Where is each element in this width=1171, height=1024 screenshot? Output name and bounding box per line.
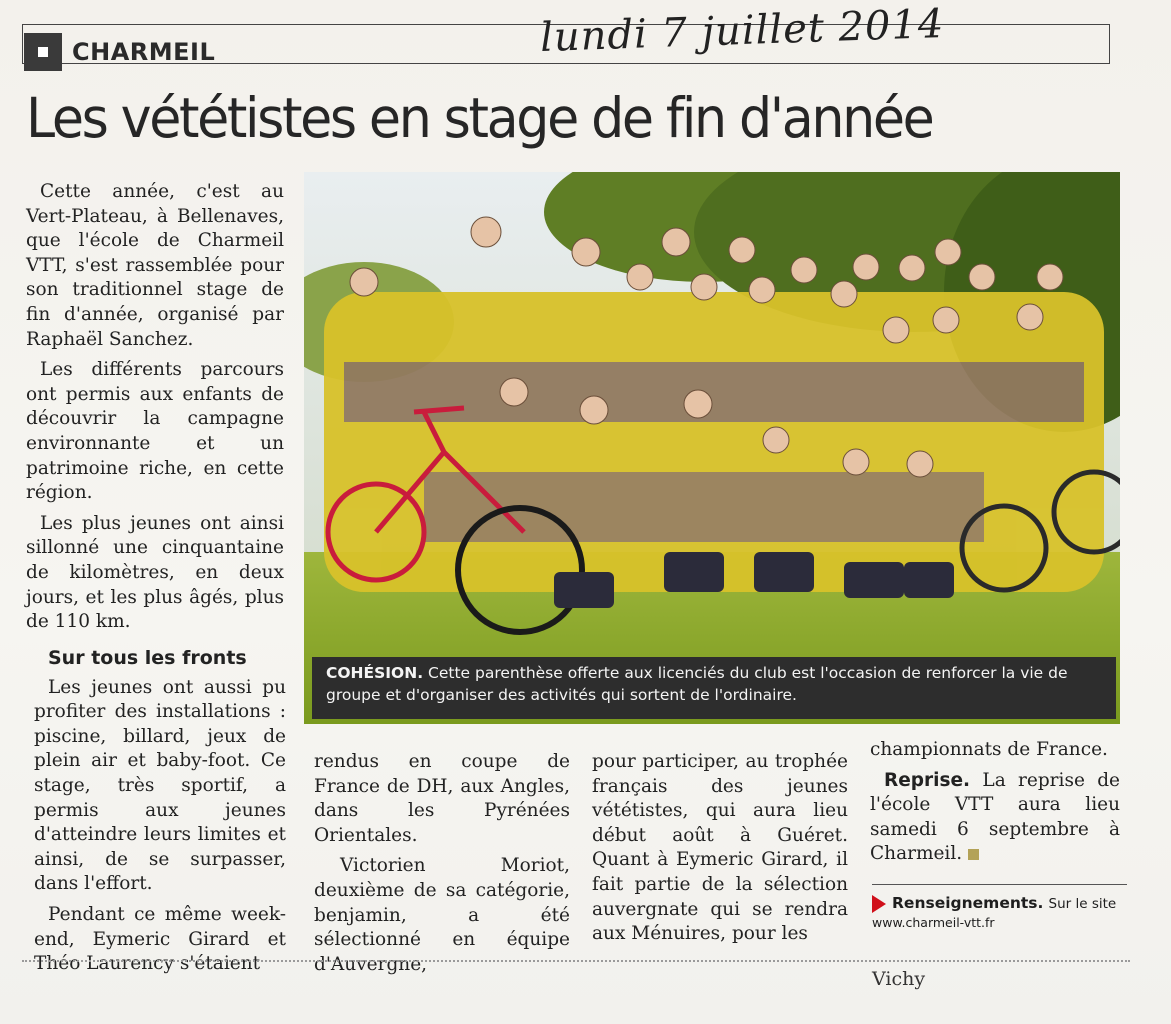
article-column-3 [314,750,570,977]
paragraph: La reprise de l'école VTT aura lieu samedi 6 septembre à Charmeil. [870,769,1120,865]
caption-text: Cette parenthèse offerte aux licenciés du club est l'occasion de renforcer la vie de groupe et d'organiser des activités qui sortent de l'ordinaire. [326,664,1068,704]
rubric-label: CHARMEIL [72,38,216,66]
info-site-text: Sur le site [1048,896,1117,912]
paragraph: Pendant ce même week-end, Eymeric Girard et Théo Laurency s'étaient [34,903,286,975]
arrow-right-icon [872,895,886,913]
photo-caption [312,657,1116,719]
caption-lead: COHÉSION. [326,664,424,682]
article-column-2 [34,647,286,977]
info-divider [872,884,1127,885]
info-url[interactable]: www.charmeil-vtt.fr [872,914,995,930]
paragraph: championnats de France. [870,739,1108,760]
paragraph: pour participer, au trophée français des jeunes vététistes, qui aura lieu début août à Guéret. Quant à Eymeric Girard, il fait partie de la sélection auvergnate qui se rendra aux Ménuires, pour les [592,751,848,945]
paragraph: Les plus jeunes ont ainsi sillonné une cinquantaine de kilomètres, en deux jours, et les plus âgés, plus de 110 km. [26,512,284,633]
paragraph-lead: Reprise. [884,769,971,791]
article-column-5 [870,738,1120,867]
paragraph: Cette année, c'est au Vert-Plateau, à Bellenaves, que l'école de Charmeil VTT, s'est rassemblée pour son traditionnel stage de fin d'année, organisé par Raphaël Sanchez. [26,181,284,350]
paragraph: rendus en coupe de France de DH, aux Angles, dans les Pyrénées Orientales. [314,751,570,846]
paragraph: Les jeunes ont aussi pu profiter des installations : piscine, billard, jeux de plein air et baby-foot. Ce stage, très sportif, a permis aux jeunes d'atteindre leurs limites et ainsi, de se surpasser, dans l'effort. [34,676,286,895]
info-box [872,893,1132,930]
end-mark-icon [968,849,979,860]
handwritten-date: lundi 7 juillet 2014 [539,0,946,62]
team-photo [304,172,1120,724]
headline: Les vététistes en stage de fin d'année [26,86,933,150]
paragraph: Les différents parcours ont permis aux enfants de découvrir la campagne environnante et un patrimoine riche, en cette région. [26,359,284,504]
paragraph: Victorien Moriot, deuxième de sa catégorie, benjamin, a été sélectionné en équipe d'Auvergne, [314,855,570,975]
article-column-1 [26,180,284,635]
rubric-square-icon [24,33,62,71]
bottom-divider [22,960,1130,962]
city-label: Vichy [872,968,926,990]
article-column-4 [592,750,848,947]
subheading: Sur tous les fronts [48,647,247,669]
info-label: Renseignements. [892,894,1044,912]
